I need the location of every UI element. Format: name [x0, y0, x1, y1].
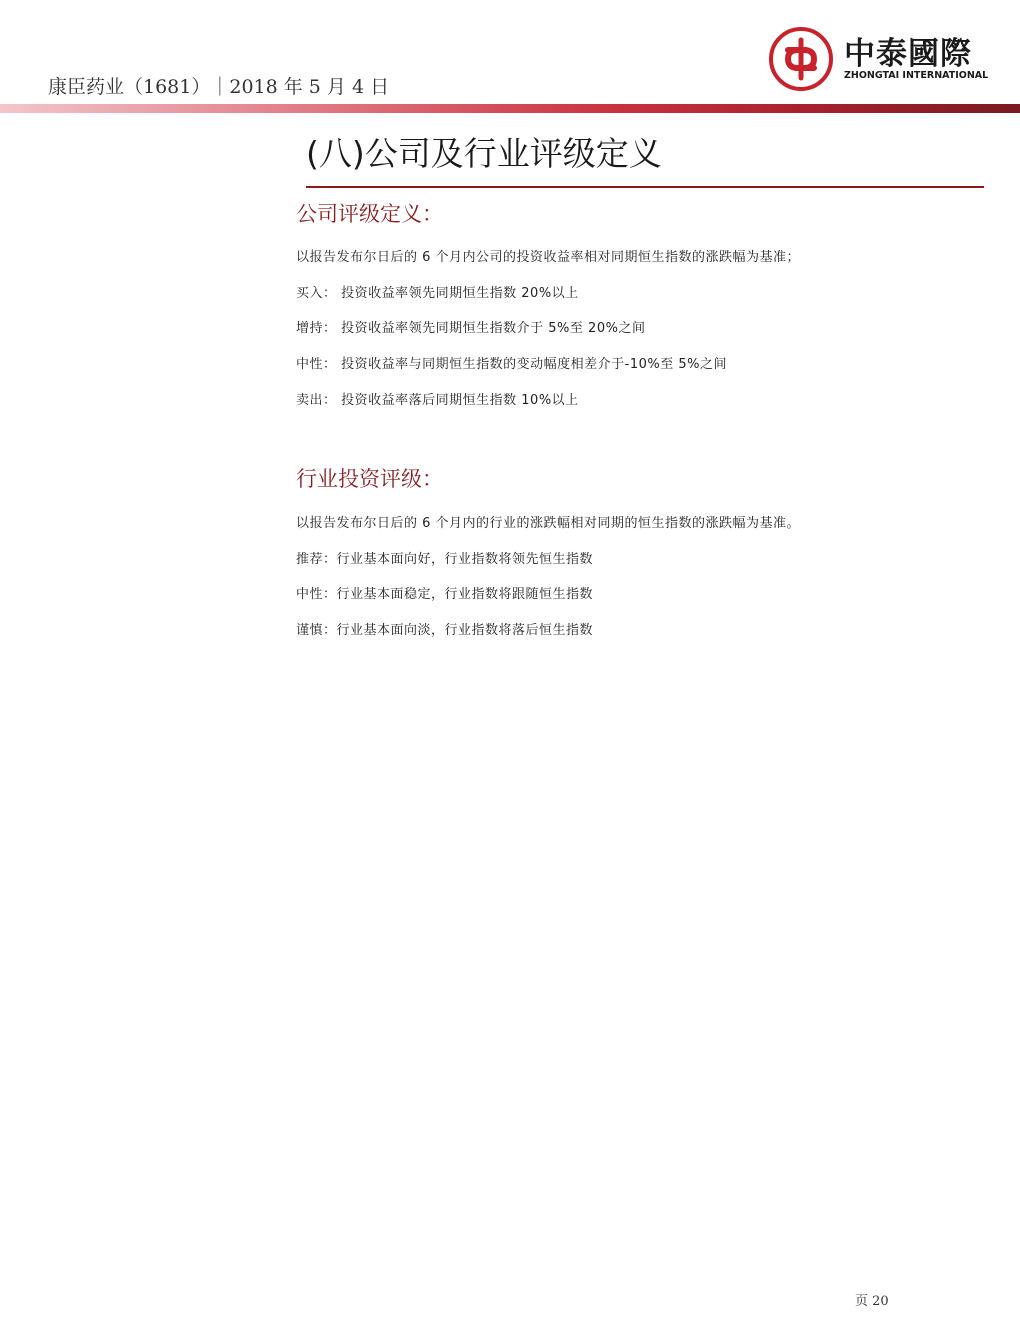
company-logo: [768, 26, 989, 92]
industry-rating-item: [296, 548, 593, 567]
rating-text: 行业基本面向好，行业指数将领先恒生指数: [336, 552, 594, 567]
rating-text: 投资收益率与同期恒生指数的变动幅度相差介于-10%至 5%之间: [341, 357, 727, 372]
section-title: (八)公司及行业评级定义: [306, 134, 662, 173]
company-rating-item: [296, 317, 645, 336]
rating-label: 中性：: [296, 587, 337, 602]
rating-text: 投资收益率领先同期恒生指数 20%以上: [341, 286, 579, 301]
rating-label: 卖出：: [296, 393, 337, 408]
industry-rating-intro: 以报告发布尔日后的 6 个月内的行业的涨跌幅相对同期的恒生指数的涨跌幅为基准。: [296, 516, 801, 531]
company-rating-item: [296, 282, 579, 301]
section-divider: [306, 186, 984, 188]
company-rating-intro: 以报告发布尔日后的 6 个月内公司的投资收益率相对同期恒生指数的涨跌幅为基准；: [296, 250, 801, 265]
company-rating-heading: 公司评级定义：: [296, 202, 443, 226]
rating-label: 谨慎：: [296, 623, 337, 638]
report-header-title: 康臣药业（1681）｜2018 年 5 月 4 日: [48, 76, 390, 98]
industry-rating-item: [296, 619, 593, 638]
rating-text: 行业基本面向淡，行业指数将落后恒生指数: [336, 623, 594, 638]
industry-rating-heading: 行业投资评级：: [296, 467, 443, 491]
logo-name-en: ZHONGTAI INTERNATIONAL: [844, 70, 989, 81]
company-rating-item: [296, 389, 579, 408]
rating-label: 推荐：: [296, 552, 337, 567]
rating-text: 投资收益率落后同期恒生指数 10%以上: [341, 393, 579, 408]
rating-text: 投资收益率领先同期恒生指数介于 5%至 20%之间: [341, 321, 646, 336]
logo-name-cn: 中泰國際: [844, 36, 972, 72]
zhongtai-logo-icon: [768, 26, 834, 92]
rating-label: 中性：: [296, 357, 337, 372]
rating-label: 买入：: [296, 286, 337, 301]
header-gradient-bar: [0, 104, 1020, 113]
rating-text: 行业基本面稳定，行业指数将跟随恒生指数: [336, 587, 594, 602]
company-rating-item: [296, 353, 727, 372]
page-number: 页 20: [855, 1294, 889, 1309]
rating-label: 增持：: [296, 321, 337, 336]
industry-rating-item: [296, 583, 593, 602]
